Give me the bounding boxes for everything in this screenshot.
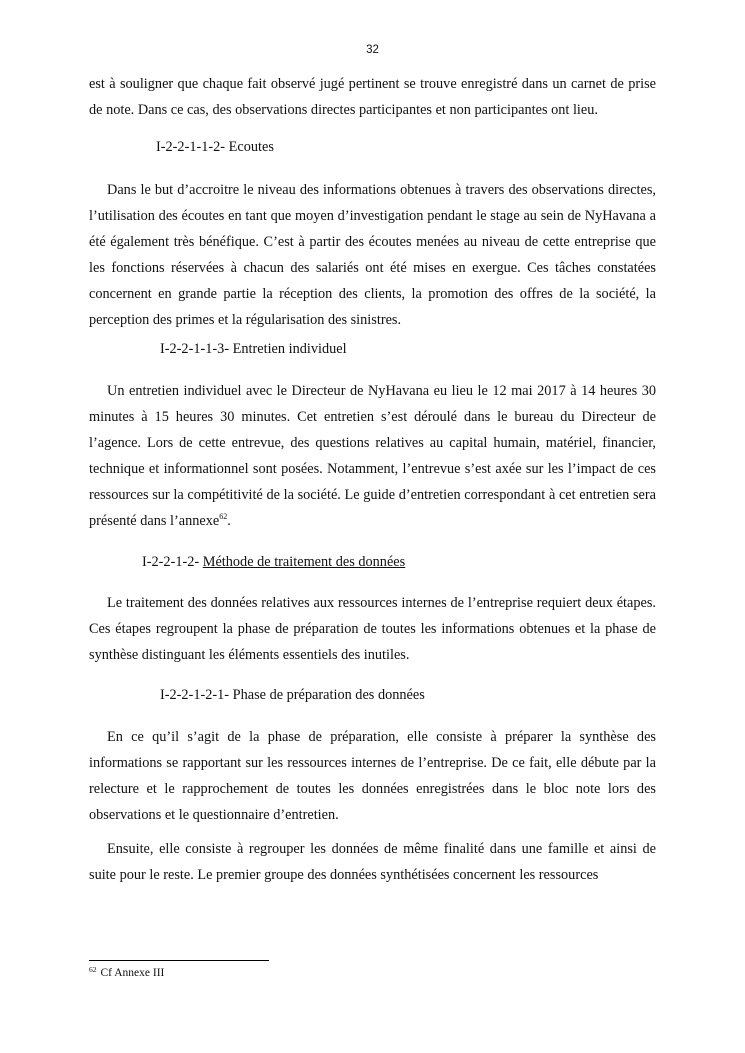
heading-entretien-individuel: I-2-2-1-1-3- Entretien individuel	[160, 341, 347, 357]
paragraph-regroupement: Ensuite, elle consiste à regrouper les données de même finalité dans une famille et ainsi de suite pour le reste. Le premier groupe des données synthétisées concernent les ressources	[89, 841, 656, 883]
heading-methode-number: I-2-2-1-2-	[142, 554, 203, 570]
paragraph-traitement: Le traitement des données relatives aux ressources internes de l’entreprise requiert deux étapes. Ces étapes regroupent la phase de préparation de toutes les informations obtenues et la phase de synthèse distinguant les éléments essentiels des inutiles.	[89, 595, 656, 663]
footnote-number: 62	[89, 965, 97, 974]
heading-methode-title: Méthode de traitement des données	[202, 554, 406, 570]
heading-ecoutes: I-2-2-1-1-2- Ecoutes	[156, 139, 274, 155]
paragraph-entretien	[89, 378, 656, 534]
page-body	[89, 71, 656, 888]
paragraph-entretien-end: .	[227, 513, 231, 529]
heading-methode-traitement	[89, 549, 656, 575]
heading-phase-preparation: I-2-2-1-2-1- Phase de préparation des données	[160, 687, 425, 703]
footnote-text: Cf Annexe III	[100, 967, 165, 979]
paragraph-observations-end: est à souligner que chaque fait observé jugé pertinent se trouve enregistré dans un carnet de prise de note. Dans ce cas, des observations directes participantes et non participantes ont lieu.	[89, 76, 656, 118]
paragraph-ecoutes: Dans le but d’accroitre le niveau des informations obtenues à travers des observations directes, l’utilisation des écoutes en tant que moyen d’investigation pendant le stage au sein de NyHavana a été également très bénéfique. C’est à partir des écoutes menées au niveau de cette entreprise que les fonctions réservées à chacun des salariés ont été mises en exergue. Ces tâches constatées concernent en grande partie la réception des clients, la promotion des offres de la société, la perception des primes et la régularisation des sinistres.	[89, 182, 656, 328]
page-number: 32	[366, 44, 379, 56]
paragraph-entretien-text: Un entretien individuel avec le Directeur de NyHavana eu lieu le 12 mai 2017 à 14 heures 30 minutes à 15 heures 30 minutes. Cet entretien s’est déroulé dans le bureau du Directeur de l’agence. Lors de cette entrevue, des questions relatives au capital humain, matériel, financier, technique et informationnel sont posées. Notamment, l’entrevue s’est axée sur les l’impact de ces ressources sur la compétitivité de la société. Le guide d’entretien correspondant à cet entretien sera présenté dans l’annexe	[89, 383, 656, 529]
footnote-reference: 62	[219, 512, 228, 521]
footnote	[89, 966, 164, 980]
paragraph-preparation: En ce qu’il s’agit de la phase de préparation, elle consiste à préparer la synthèse des informations se rapportant sur les ressources internes de l’entreprise. De ce fait, elle débute par la relecture et le rapprochement de toutes les données enregistrées dans le bloc note lors des observations et le questionnaire d’entretien.	[89, 729, 656, 823]
footnote-separator	[89, 960, 269, 961]
